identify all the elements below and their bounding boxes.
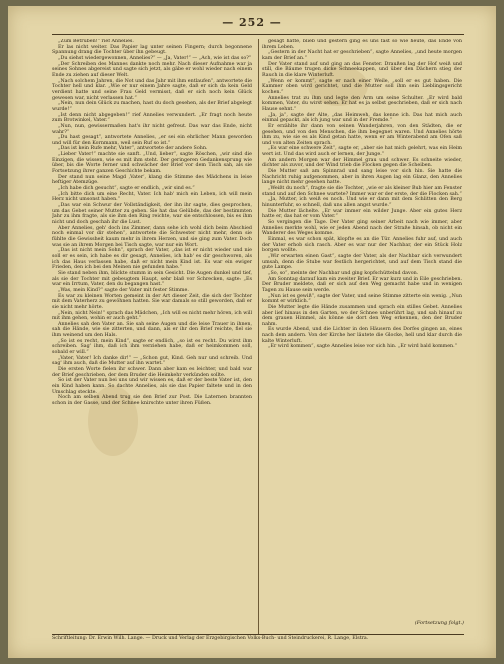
text-column-right (262, 39, 462, 634)
paragraph: „Zum Betrüben!“ rief Annelies. (58, 39, 134, 44)
paragraph: Aber Annelies, geh' doch ins Zimmer, dann sehe ich wohl dich beim Abschied noch einmal vor dir stehen“, antwortete die Schwester nicht mehr, denn sie fühlte die Gewissheit kaum mehr in ihrem Herzen, und sie ging zum Vater. Doch was sie an ihrem Morgen bei Tisch sagte, war nur ein Wort. (52, 225, 252, 248)
paragraph: Die Mutter lächelte. „Er war immer ein wilder Junge. Aber ein gutes Herz hatte er, das hat er vom Vater.“ (262, 208, 462, 220)
page-number: — 252 — (222, 16, 282, 29)
text-column-left (52, 39, 252, 634)
paragraph: Noch am selben Abend trug sie den Brief zur Post. Die Laternen brannten schon in der Gasse, und der Schnee knirschte unter ihren Füßen. (52, 395, 252, 406)
paragraph: „Wir erwarten einen Gast“, sagte der Vater, als der Nachbar sich verwundert umsah, denn die Stube war festlich hergerichtet, und auf dem Tisch stand die gute Lampe. (262, 253, 462, 271)
footer-rule (52, 634, 464, 635)
paragraph: „Nein, nicht Nein!“ sprach das Mädchen, „Ich will es nicht mehr hören, ich will mit ihm gehen, wohin er auch geht.“ (52, 310, 252, 322)
paragraph: „Es war eine schwere Zeit“, sagte er, „aber sie hat mich gelehrt, was ein Heim wert ist. Und das wird auch er lernen, der Junge.“ (262, 146, 462, 158)
paragraph: So vergingen die Tage. Der Vater ging seiner Arbeit nach wie immer, aber Annelies merkte wohl, wie er jeden Abend nach der Straße hinsah, ob nicht ein Wanderer des Weges komme. (262, 220, 462, 237)
paragraph: Es wurde Abend, und die Lichter in den Häusern des Dorfes gingen an, eines nach dem andern. Von der Kirche her läutete die Glocke, hell und klar durch die kalte Winterluft. (262, 327, 462, 344)
paragraph: „Das ist nicht mein Sohn“, sprach der Vater, „das ist er nicht wieder und nie soll er es sein, ich habe es dir gesagt, Annelies, ich hab' es dir geschworen, als ich das Haus verlassen habe, daß er nicht mein Kind ist. Es war ein ewiger Frieden, den ich bei den Meinen nie gefunden habe.“ (52, 248, 252, 271)
paragraph: Einmal, es war schon spät, klopfte es an die Tür. Annelies fuhr auf, und auch der Vater erhob sich rasch. Aber es war nur der Nachbar, der ein Stück Holz borgen wollte. (262, 236, 462, 254)
paragraph: „Gestern in der Nacht hat er geschrieben“, sagte Annelies, „und heute morgen kam der Brief an.“ (262, 50, 462, 61)
paragraph: Er erzählte ihr dann von seinen Wanderjahren, von den Städten, die er gesehen, und von den Menschen, die ihm begegnet waren. Und Annelies hörte ihm zu, wie sie es als Kind getan hatte, wenn er am Winterabend am Ofen saß und von alten Zeiten sprach. (262, 123, 462, 146)
publisher-footer: Schriftleitung: Dr. Erwin Wilh. Lange. — Druck und Verlag der Erzgebirgischen Volks-Buch- und Steindruckerei, R. Lange, Elstra. (52, 636, 369, 641)
paragraph: Annelies sah den Vater an. Sie sah seine Augen und die leise Trauer in ihnen, sah die Hände, wie sie zitterten, und dann, als er ihr den Brief reichte, fiel sie ihm weinend um den Hals. (52, 321, 252, 339)
paragraph: Die ersten Worte fielen ihr schwer. Dann aber kam es leichter, und bald war der Brief geschrieben, der dem Bruder die Heimkehr verkünden sollte. (52, 367, 252, 378)
paragraph: „Du hast gesagt“, antwortete Annelies, „er sei ein ehrlicher Mann geworden und will für den Kornmann, weil sein Ruf so ist.“ (52, 135, 252, 146)
paragraph: „Ja, ja“, sagte der Alte, „das Heimweh, das kenne ich. Das hat mich auch einmal gepackt, als ich jung war und in der Fremde.“ (262, 112, 462, 124)
paragraph: Er las nicht weiter. Das Papier lag unter seinen Fingern; durch begonnene Spannung drang die Tochter über ihn gebeugt. (52, 44, 252, 56)
paragraph: „Nun, nun, gewissermaßen hat's ihr nicht gefreut. Das war das Ende, nicht wahr?“ (52, 123, 252, 135)
newspaper-page (8, 6, 496, 658)
paragraph: „So, so“, meinte der Nachbar und ging kopfschüttelnd davon. (268, 270, 419, 276)
paragraph: „Du siehst wiedergewonnen, Annelies?“ — „Ja, Vater!“ — „Ach, wie ist das so?“ (58, 55, 252, 61)
continued-note: (Fortsetzung folgt.) (414, 620, 464, 626)
paragraph: „Er wird kommen“, sagte Annelies leise vor sich hin. „Er wird bald kommen.“ (268, 344, 458, 350)
paragraph: „Der Schreiben des Mannes dankte noch mehr. Nach dieser Aufnahme war ja seines Sohnes abgereist und sagte sich jetzt, als gäbe er wohl wieder nach einem Ende zu ziehen auf dieser Welt. (52, 61, 252, 78)
paragraph: Die Mutter legte die Hände zusammen und sprach ein stilles Gebet. Annelies aber lief hinaus in den Garten, wo der Schnee unberührt lag, und sah hinauf zu dem grauen Himmel, als könne sie dort den Weg erkennen, den der Bruder nahm. (262, 304, 462, 327)
paragraph: So ist der Vater nun bei uns und wir wissen es, daß er der beste Vater ist, den ein Kind haben kann. So dachte Annelies, als sie das Papier faltete und in den Umschlag steckte. (52, 378, 252, 395)
paragraph: „Wenn er kommt“, sagte er nach einer Weile, „soll er es gut haben. Die Kammer oben wird gerichtet, und die Mutter soll ihm sein Lieblingsgericht kochen.“ (262, 78, 462, 95)
paragraph: Am Sonntag darauf kam ein zweiter Brief. Er war kurz und in Eile geschrieben. Der Bruder meldete, daß er sich auf den Weg gemacht habe und in wenigen Tagen zu Hause sein werde. (262, 276, 462, 293)
paragraph: gesagt hatte, blieb und gestern ging es uns fast so wie heute, das Ende von ihrem Leben. (262, 39, 462, 50)
paragraph: „Nach solchem Jahren, die Not und das Jahr mit ihm entlaufen“, antwortete die Tochter hell und klar. „Wie er nur einem Jahre sagte, daß er sich da kein Geld verdient hatte und seine Frau Geld vermisst, daß er sich noch kein Glück gewesen war, nicht verlassen hat.“ (52, 78, 252, 101)
column-divider (258, 39, 259, 634)
paragraph: Der stand nun seine Magd ‚Vater‘, klang die Stimme des Mädchens in leise heftiger Atemzüge. (52, 174, 252, 186)
paragraph: „Vater, Vater! Ich danke dir!“ — „Schon gut, Kind. Geh nur und schreib. Und sag' ihm auch, daß die Mutter auf ihn wartet.“ (52, 355, 252, 367)
paragraph: Die Mutter saß am Spinnrad und sang leise vor sich hin. Sie hatte die Nachricht ruhig aufgenommen, aber in ihren Augen lag ein Glanz, den Annelies lange nicht mehr gesehen hatte. (262, 169, 462, 186)
paragraph: „Lieber Vater!“ machte sie sanft. „Und, lieber“, sagte Röschen, „wir sind die Einzigen, die wissen, wie es mit ihm steht. Der geringeren Gedankensprung wie über, bis die Worte ferner und schwächer der Brief vor dem Tisch sah, als sie Fortsetzung ihrer ganzen Geschichte bekam. (52, 152, 252, 175)
paragraph: „Ich habe dich gesucht“, sagte er endlich, „wir sind es.“ (58, 186, 195, 192)
paragraph: Der Vater stand auf und ging an das Fenster. Draußen lag der Hof weiß und still, die Bäume trugen dicke Schneekappen, und über den Dächern stieg der Rauch in die klare Winterluft. (262, 61, 462, 78)
paragraph: „Das ist kein Rufe mehr, Vater“, antwortete der andere Sohn. (58, 146, 208, 152)
paragraph: „Ja, Mutter, ich weiß es noch. Und wie er dann mit dem Schlitten den Berg hinunterfuhr, so schnell, daß uns allen angst wurde.“ (262, 197, 462, 209)
paragraph: Annelies trat zu ihm und legte den Arm um seine Schulter. „Er wird bald kommen, Vater, du wirst sehen. Er hat es ja selbst geschrieben, daß er sich nach Hause sehnt.“ (262, 95, 462, 112)
paragraph: „Nein, nun dein Glück zu machen, hast du doch gesehen, als der Brief abgelegt wurde!“ (52, 101, 252, 112)
paragraph: Es war zu kleinen Worten gemeint in der Art dieser Zeit, die sich der Tochter mit dem Vaterherz zu gewöhnen hatten. Sie war damals so still geworden, daß er sie nicht mehr hörte. (52, 293, 252, 310)
paragraph: Am andern Morgen war der Himmel grau und schwer. Es schneite wieder, dichter als zuvor, und der Wind trieb die Flocken gegen die Scheiben. (262, 157, 462, 169)
header-rule (52, 34, 464, 35)
paragraph: „Ich bitte dich um eine Recht, Vater. Ich hab' mich ein Leben, ich will mein Herz nicht umsonst haben.“ (52, 191, 252, 203)
paragraph: „Das war ein Schwur der Vollständigkeit, der ihn ihr sagte, dies gesprochen, um das Gebet seiner Mutter zu geben. Sie hat das Gelübde, das der bestimmten Jahr zu ihm fragte, als sie ihm den Ring reichte, war sie entschlossen, bis es ihm nicht und doch geschah ihr die Lust. (52, 203, 252, 225)
paragraph: „Nun ist es gewiß“, sagte der Vater, und seine Stimme zitterte ein wenig. „Nun kommt er wirklich.“ (262, 293, 462, 305)
paragraph: „So ist es recht, mein Kind“, sagte er endlich, „so ist es recht. Du wirst ihm schreiben. Sag' ihm, daß ich ihm verziehen habe, daß er heimkommen soll, sobald er will.“ (52, 338, 252, 356)
paragraph: Sie stand neben ihm, blickte stumm in sein Gesicht. Die Augen dunkel und tief, als sie der Tochter mit gebeugtem Haupt, sehr blaß vor Schrecken, sagte: „Es war ein Irrtum, Vater, den du begangen hast.“ (52, 270, 252, 288)
paragraph: „Was, mein Kind?“ sagte der Vater mit fester Stimme. (58, 287, 189, 293)
paragraph: „Ist denn nicht abgegeben!“ rief Annelies verwundert. „Er fragt noch heute zum Brotwinkel, Vater.“ (52, 112, 252, 124)
paragraph: „Weißt du noch“, fragte sie die Tochter, „wie er als kleiner Bub hier am Fenster stand und auf den Schnee wartete? Immer war er der erste, der die Flocken sah.“ (262, 186, 462, 197)
